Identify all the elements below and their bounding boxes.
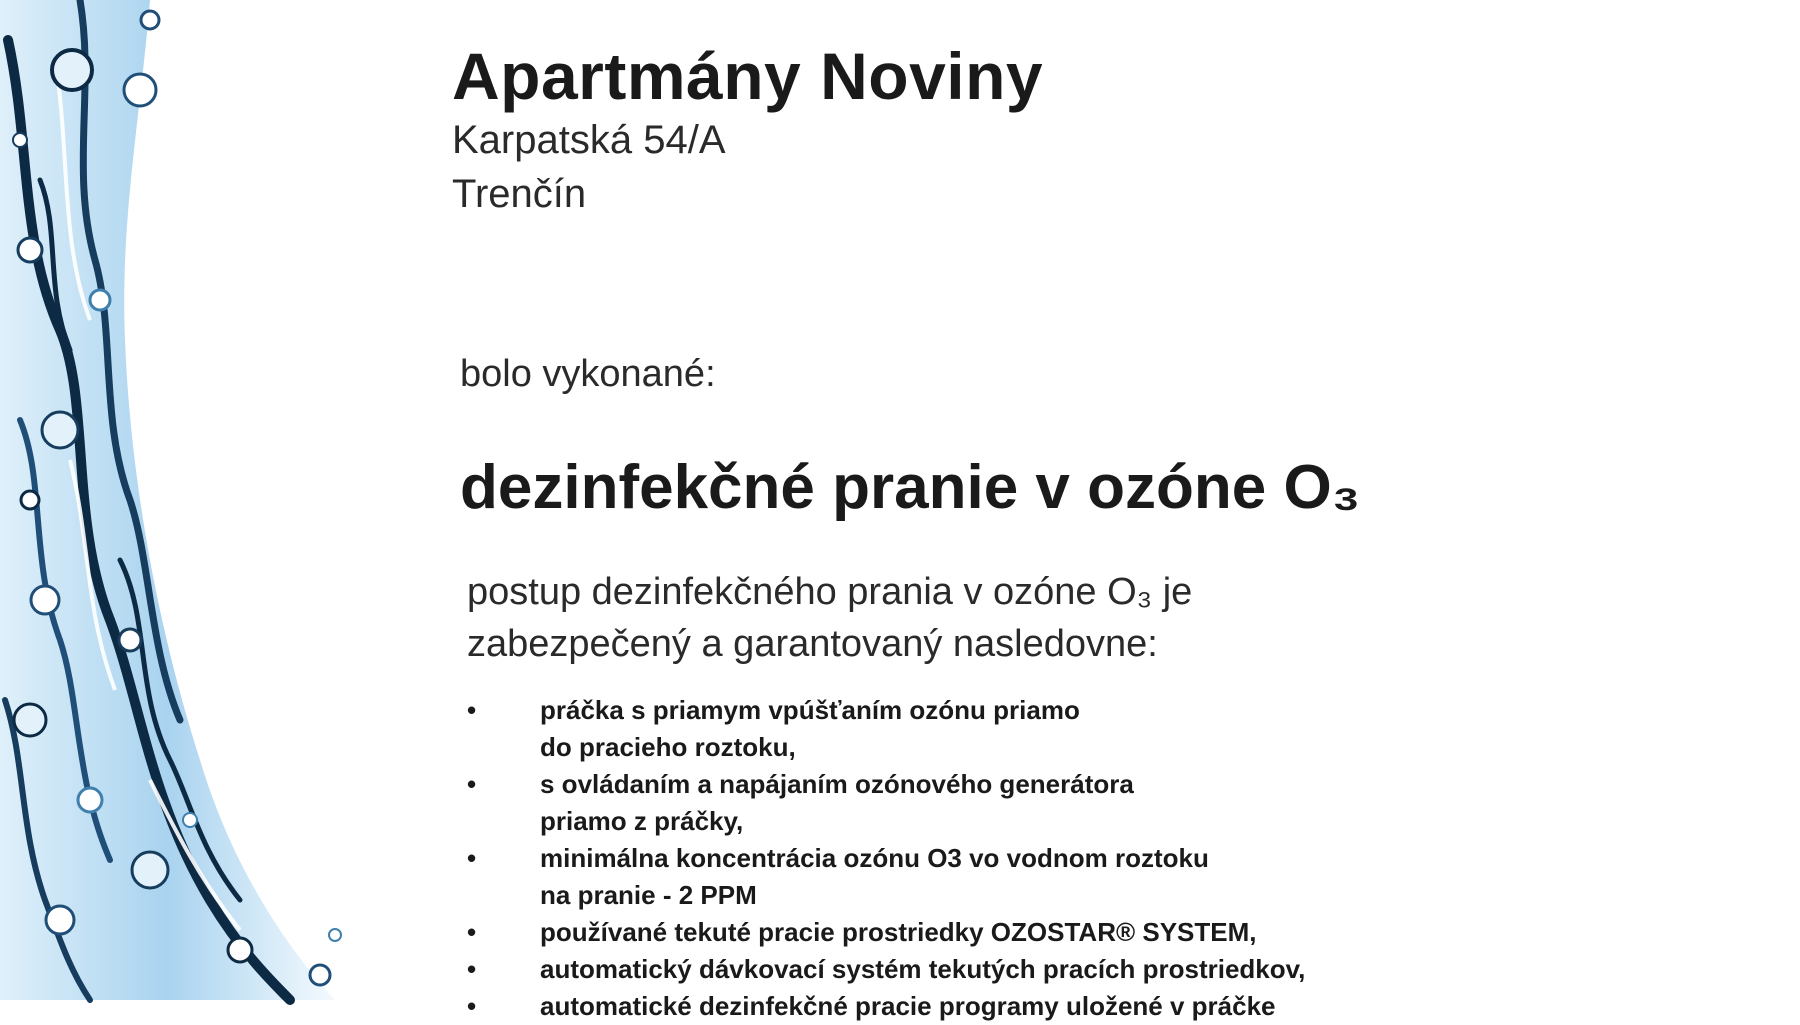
water-splash-image [0,0,360,1000]
lead-line: zabezpečený a garantovaný nasledovne: [467,623,1158,665]
list-item-line: používané tekuté pracie prostriedky OZOSTAR® SYSTEM, [540,917,1257,947]
list-item-line: minimálna koncentrácia ozónu O3 vo vodnom roztoku [540,843,1209,873]
bullet-icon: • [467,991,477,1021]
lead-paragraph [467,566,1192,670]
list-item [467,988,1305,1025]
bullet-icon: • [467,695,477,725]
list-item-line: na pranie - 2 PPM [540,880,757,910]
intro-text: bolo vykonané: [460,353,716,395]
list-item-line: automatické dezinfekčné pracie programy uložené v práčke [540,991,1276,1021]
list-item-line: priamo z práčky, [540,806,744,836]
bullet-icon: • [467,917,477,947]
bullet-icon: • [467,769,477,799]
list-item-line: automatický dávkovací systém tekutých pracích prostriedkov, [540,954,1306,984]
procedure-list [467,692,1305,1025]
list-item [467,914,1305,951]
address-street: Karpatská 54/A [452,118,726,162]
bullet-icon: • [467,843,477,873]
list-item-line: do pracieho roztoku, [540,732,796,762]
list-item-line: s ovládaním a napájaním ozónového generátora [540,769,1134,799]
list-item-line: práčka s priamym vpúšťaním ozónu priamo [540,695,1080,725]
bullet-icon: • [467,954,477,984]
lead-line: postup dezinfekčného prania v ozóne O₃ je [467,571,1193,613]
organization-name: Apartmány Noviny [452,39,1044,113]
list-item [467,951,1305,988]
list-item [467,840,1305,914]
address-city: Trenčín [452,172,587,216]
list-item [467,692,1305,766]
headline: dezinfekčné pranie v ozóne O₃ [460,453,1361,522]
list-item [467,766,1305,840]
